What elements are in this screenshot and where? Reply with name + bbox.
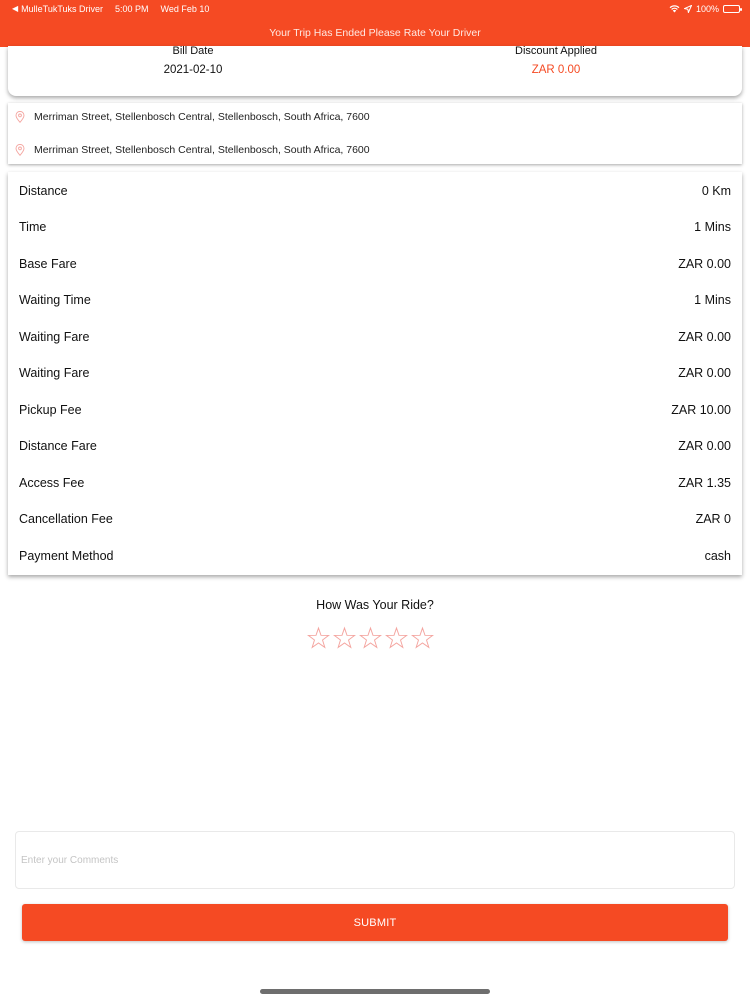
dropoff-address-row bbox=[15, 144, 370, 156]
star-3-icon[interactable] bbox=[359, 626, 382, 650]
status-time: 5:00 PM bbox=[115, 4, 149, 14]
fare-value: ZAR 0.00 bbox=[678, 330, 731, 344]
location-arrow-icon bbox=[684, 5, 692, 13]
fare-value: ZAR 10.00 bbox=[671, 403, 731, 417]
fare-label: Access Fee bbox=[19, 476, 85, 490]
fare-row bbox=[19, 327, 731, 347]
page-title: Your Trip Has Ended Please Rate Your Driver bbox=[269, 27, 481, 39]
fare-label: Payment Method bbox=[19, 549, 114, 563]
fare-label: Distance Fare bbox=[19, 439, 97, 453]
comments-input[interactable] bbox=[15, 831, 735, 889]
discount-label: Discount Applied bbox=[515, 45, 597, 57]
dropoff-address: Merriman Street, Stellenbosch Central, Stellenbosch, South Africa, 7600 bbox=[34, 144, 370, 156]
fare-row bbox=[19, 217, 731, 237]
fare-row bbox=[19, 509, 731, 529]
rating-question: How Was Your Ride? bbox=[316, 598, 434, 612]
bill-date-column bbox=[43, 46, 343, 76]
fare-label: Waiting Fare bbox=[19, 366, 90, 380]
pickup-address: Merriman Street, Stellenbosch Central, Stellenbosch, South Africa, 7600 bbox=[34, 111, 370, 123]
wifi-icon bbox=[669, 5, 680, 13]
fare-value: ZAR 0.00 bbox=[678, 257, 731, 271]
discount-column bbox=[406, 46, 706, 76]
fare-value: 0 Km bbox=[701, 184, 731, 198]
discount-value: ZAR 0.00 bbox=[531, 64, 581, 76]
fare-value: ZAR 0 bbox=[695, 512, 731, 526]
status-date: Wed Feb 10 bbox=[160, 4, 210, 14]
star-2-icon[interactable] bbox=[333, 626, 356, 650]
pickup-pin-icon bbox=[15, 111, 25, 123]
fare-row bbox=[19, 436, 731, 456]
status-bar-left bbox=[12, 4, 209, 14]
app-header bbox=[0, 0, 750, 47]
fare-row bbox=[19, 400, 731, 420]
fare-label: Cancellation Fee bbox=[19, 512, 113, 526]
star-rating bbox=[307, 626, 434, 650]
fare-value: cash bbox=[704, 549, 731, 563]
fare-value: ZAR 1.35 bbox=[678, 476, 731, 490]
fare-row bbox=[19, 254, 731, 274]
home-indicator[interactable] bbox=[260, 989, 490, 994]
bill-date-value: 2021-02-10 bbox=[163, 64, 223, 76]
back-to-app-icon[interactable]: ◀ bbox=[12, 4, 19, 13]
status-bar-right bbox=[669, 4, 740, 14]
back-to-app-label[interactable]: MulleTukTuks Driver bbox=[21, 4, 103, 14]
fare-row bbox=[19, 473, 731, 493]
star-1-icon[interactable] bbox=[307, 626, 330, 650]
fare-breakdown-card bbox=[8, 172, 742, 575]
fare-row bbox=[19, 181, 731, 201]
fare-row bbox=[19, 363, 731, 383]
address-card bbox=[8, 103, 742, 164]
fare-value: ZAR 0.00 bbox=[678, 439, 731, 453]
fare-label: Distance bbox=[19, 184, 68, 198]
dropoff-pin-icon bbox=[15, 144, 25, 156]
fare-label: Waiting Time bbox=[19, 293, 91, 307]
star-5-icon[interactable] bbox=[411, 626, 434, 650]
battery-percent: 100% bbox=[695, 4, 719, 14]
star-4-icon[interactable] bbox=[385, 626, 408, 650]
fare-value: ZAR 0.00 bbox=[678, 366, 731, 380]
fare-row bbox=[19, 546, 731, 566]
submit-button[interactable]: SUBMIT bbox=[22, 904, 728, 941]
battery-icon bbox=[723, 5, 740, 13]
fare-label: Pickup Fee bbox=[19, 403, 82, 417]
pickup-address-row bbox=[15, 111, 370, 123]
fare-value: 1 Mins bbox=[694, 220, 731, 234]
fare-label: Time bbox=[19, 220, 47, 234]
fare-row bbox=[19, 290, 731, 310]
fare-label: Base Fare bbox=[19, 257, 77, 271]
bill-summary-card bbox=[8, 46, 742, 96]
bill-date-label: Bill Date bbox=[172, 45, 214, 57]
fare-value: 1 Mins bbox=[694, 293, 731, 307]
fare-label: Waiting Fare bbox=[19, 330, 90, 344]
